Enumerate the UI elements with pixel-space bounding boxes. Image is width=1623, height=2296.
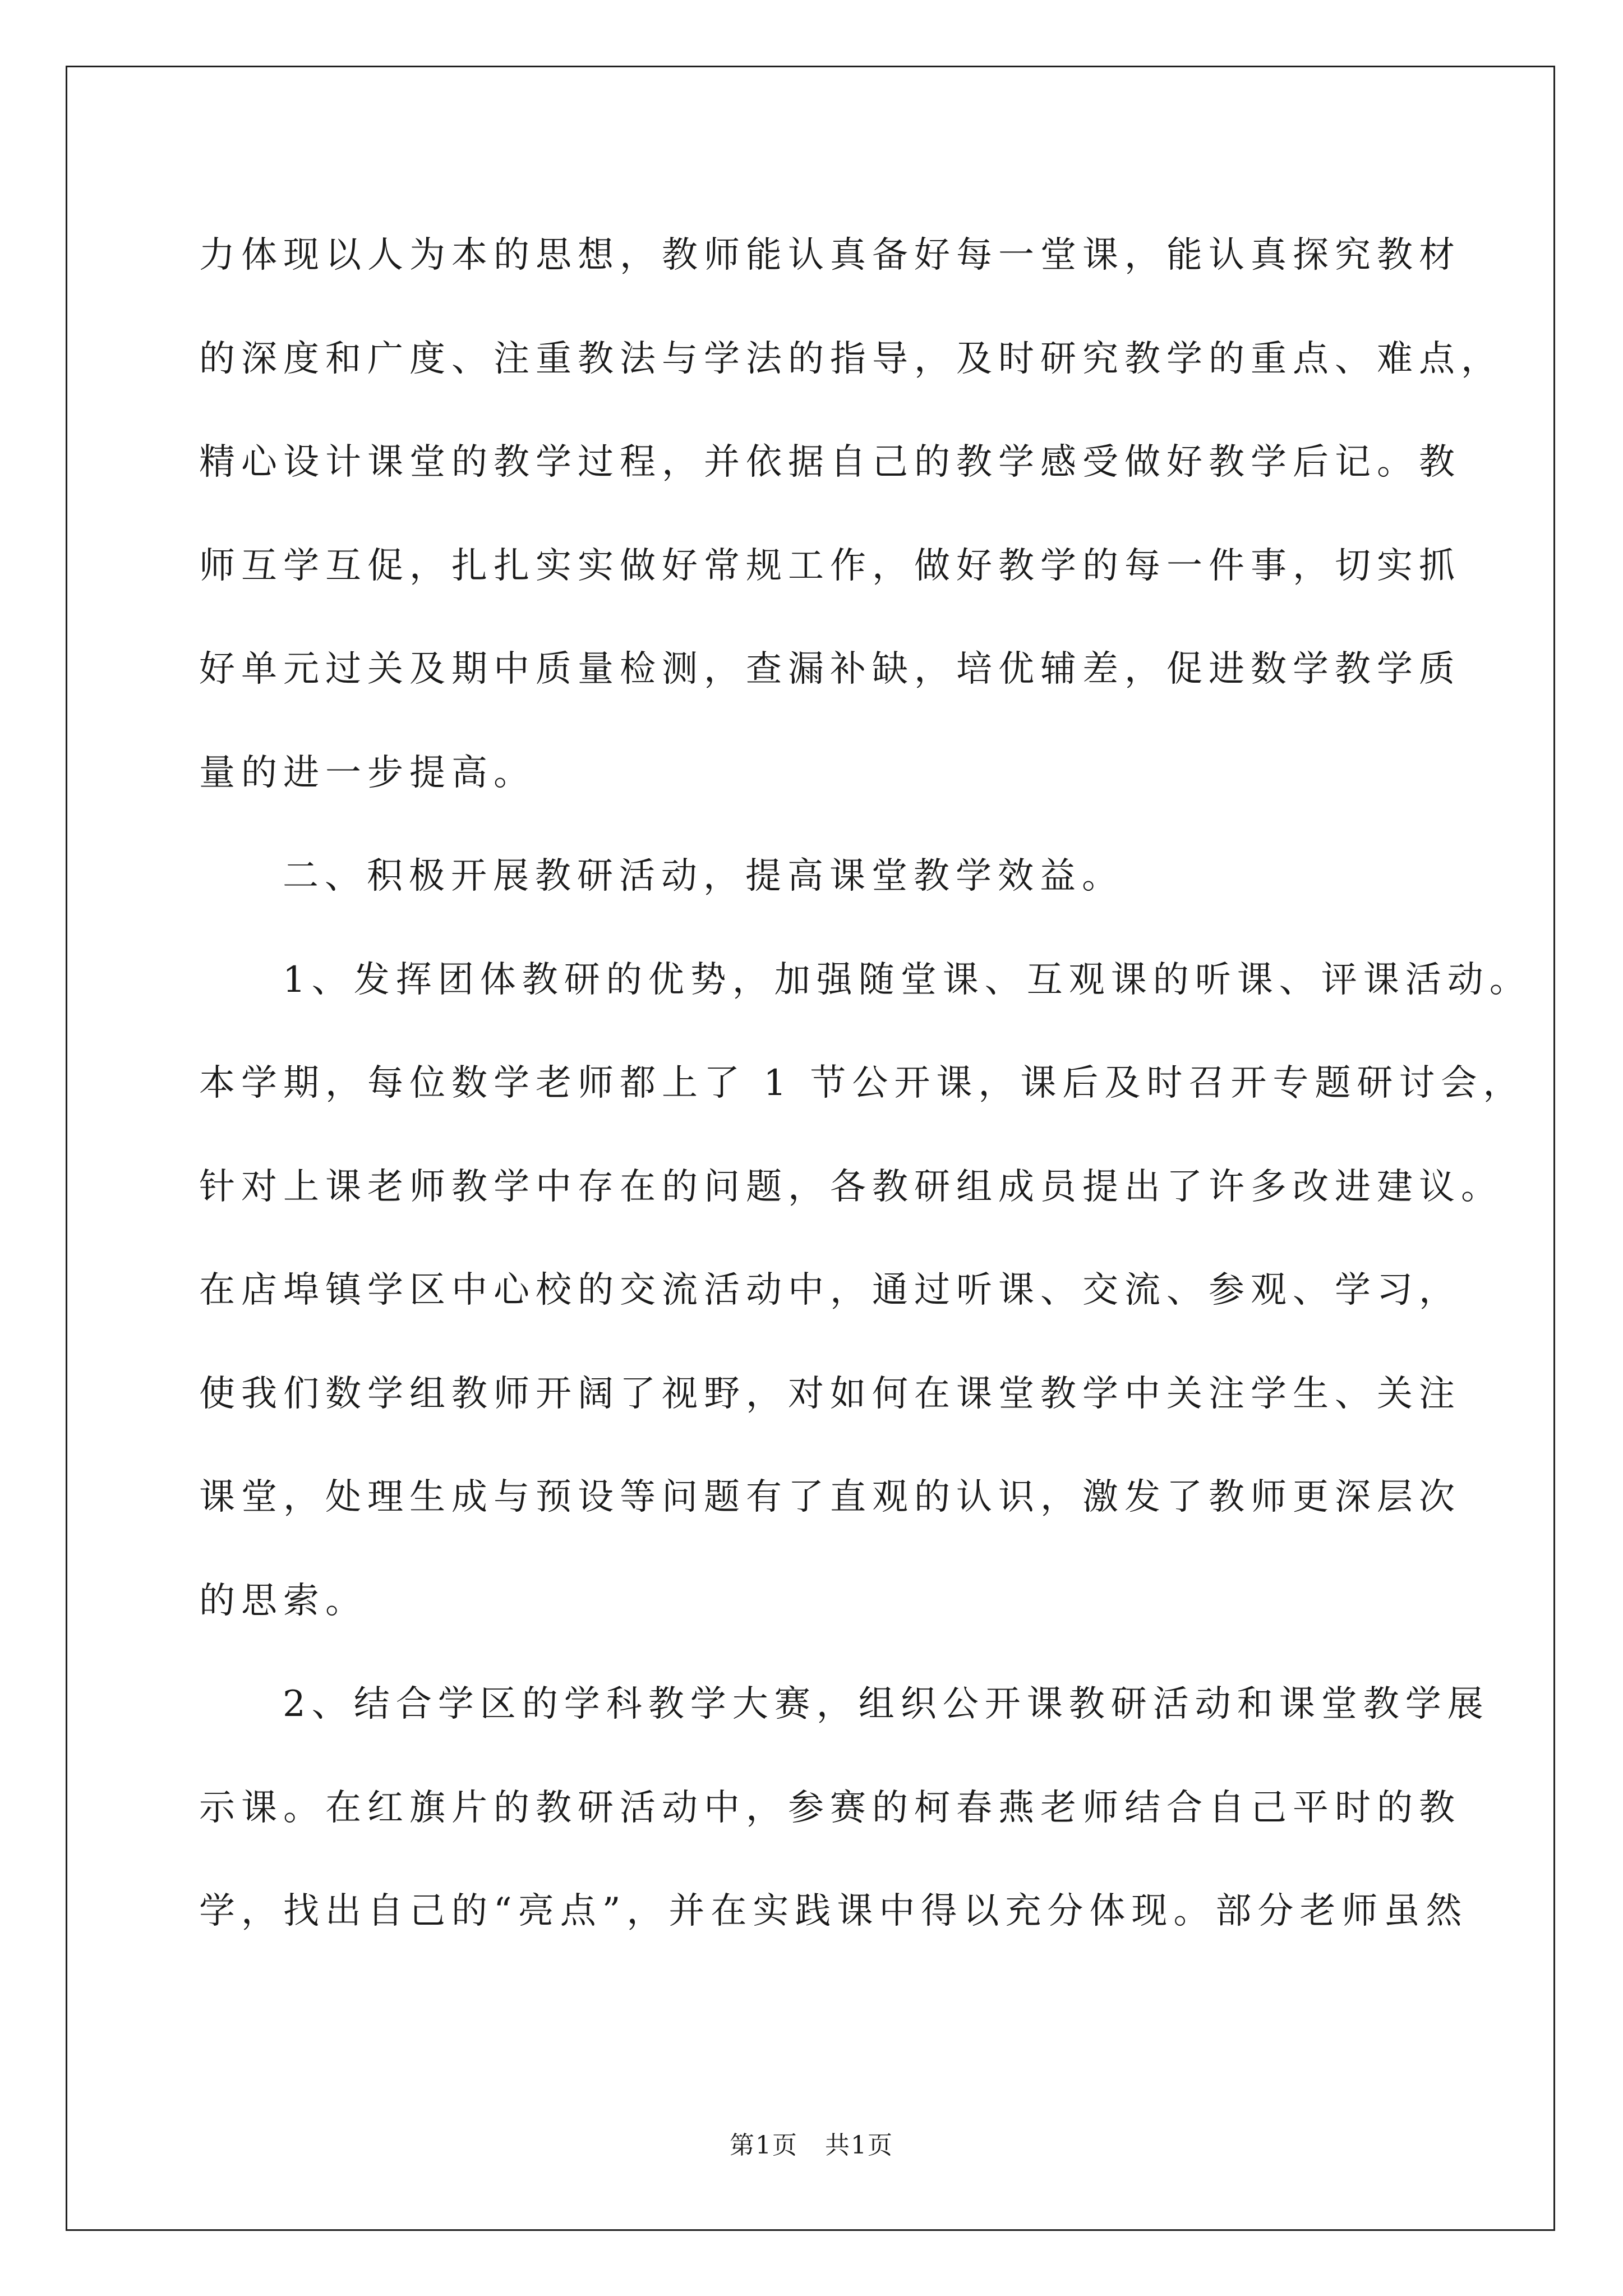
text-line: 的思索。: [199, 1580, 367, 1622]
section-heading: 二、积极开展教研活动，提高课堂教学效益。: [283, 855, 1124, 897]
text-line: 在店埠镇学区中心校的交流活动中，通过听课、交流、参观、学习，: [199, 1269, 1461, 1311]
text-line: 精心设计课堂的教学过程，并依据自己的教学感受做好教学后记。教: [199, 441, 1461, 483]
text-line: 使我们数学组教师开阔了视野，对如何在课堂教学中关注学生、关注: [199, 1373, 1461, 1415]
text-line: 1、发挥团体教研的优势，加强随堂课、互观课的听课、评课活动。: [283, 959, 1532, 1001]
text-line: 力体现以人为本的思想，教师能认真备好每一堂课，能认真探究教材: [199, 234, 1461, 276]
text-line: 课堂，处理生成与预设等问题有了直观的认识，激发了教师更深层次: [199, 1476, 1461, 1518]
text-line: 本学期，每位数学老师都上了 1 节公开课，课后及时召开专题研讨会，: [199, 1062, 1525, 1104]
text-line: 学，找出自己的“亮点”，并在实践课中得以充分体现。部分老师虽然: [199, 1890, 1468, 1932]
text-line: 师互学互促，扎扎实实做好常规工作，做好教学的每一件事，切实抓: [199, 545, 1461, 587]
text-line: 示课。在红旗片的教研活动中，参赛的柯春燕老师结合自己平时的教: [199, 1787, 1461, 1829]
text-line: 针对上课老师教学中存在的问题，各教研组成员提出了许多改进建议。: [199, 1166, 1503, 1208]
text-line: 量的进一步提高。: [199, 752, 536, 794]
text-line: 的深度和广度、注重教法与学法的指导，及时研究教学的重点、难点，: [199, 338, 1503, 380]
text-line: 2、结合学区的学科教学大赛，组织公开课教研活动和课堂教学展: [283, 1683, 1490, 1725]
text-line: 好单元过关及期中质量检测，查漏补缺，培优辅差，促进数学教学质: [199, 648, 1461, 690]
page-number-footer: 第1页 共1页: [730, 2131, 893, 2160]
